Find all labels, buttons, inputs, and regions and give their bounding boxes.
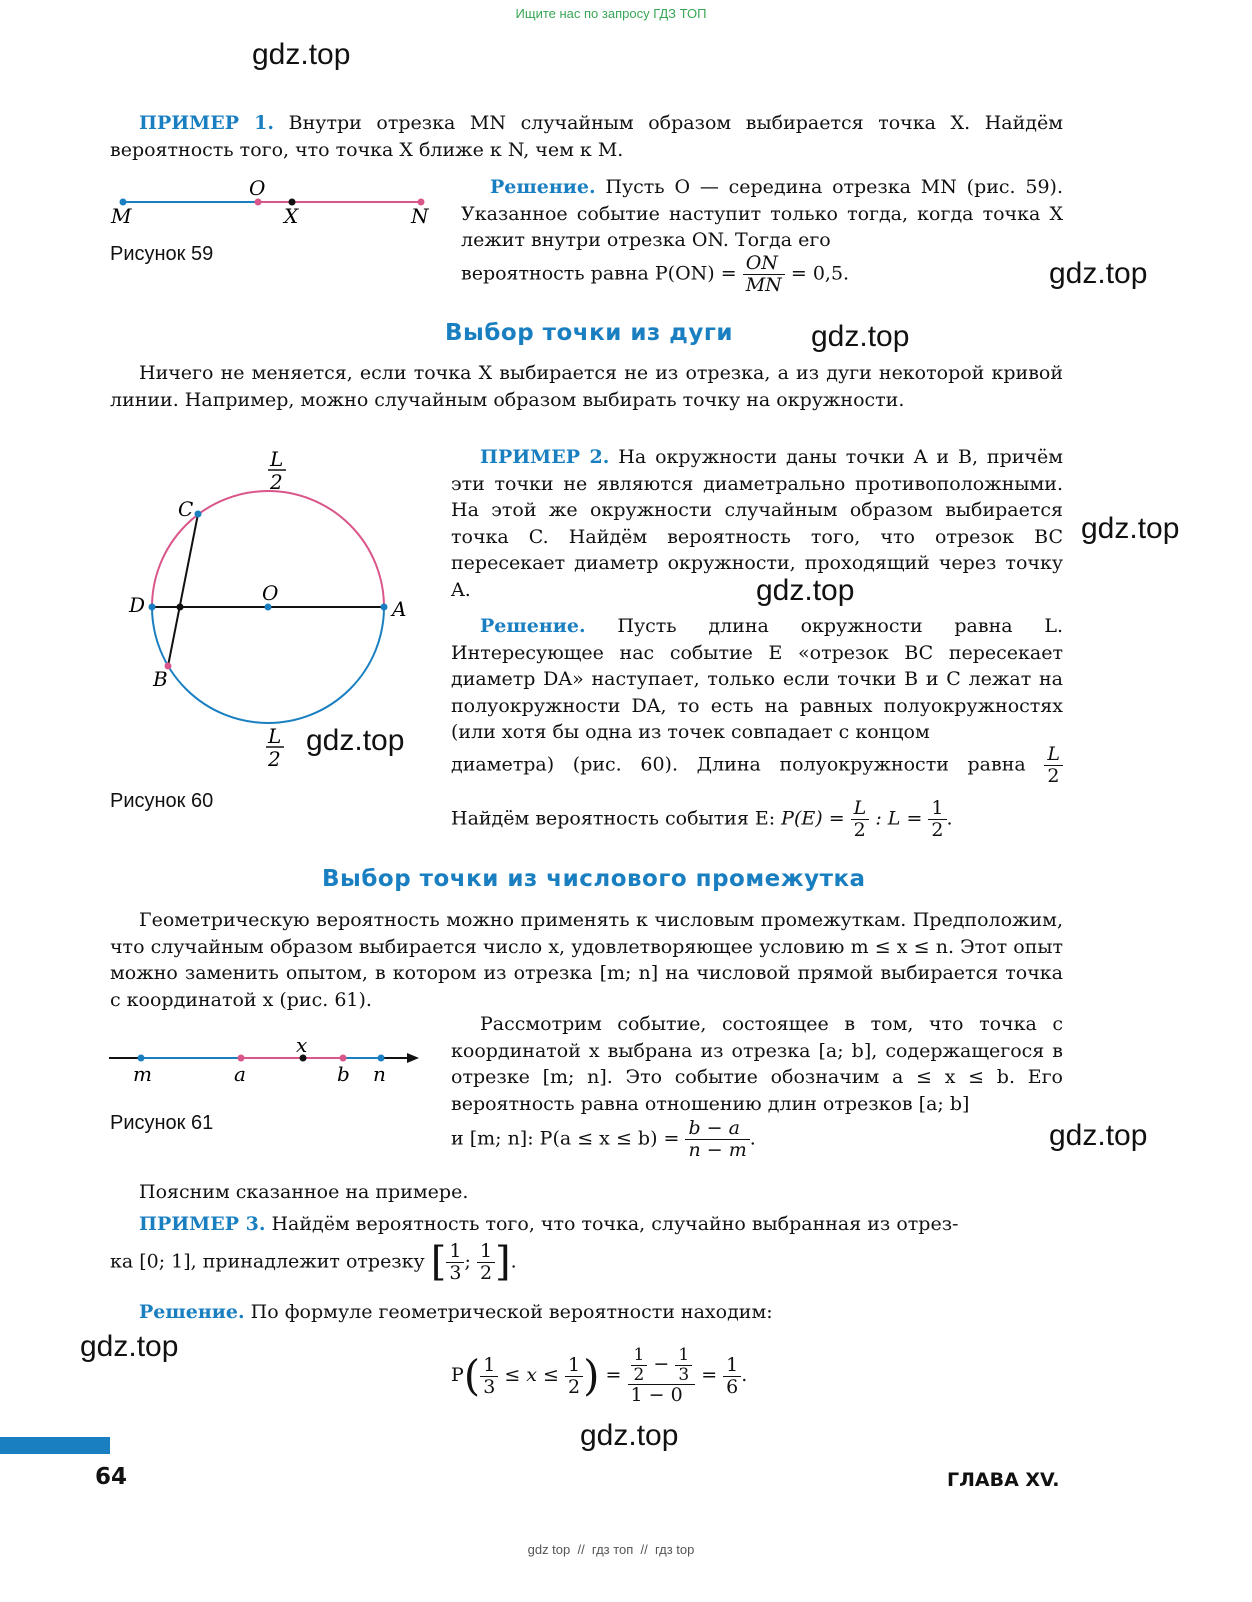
example2-final: Найдём вероятность события E: P(E) = $\frac{L}{2}$ : L = $\frac{1}{2}$ .	[451, 797, 953, 841]
example2-solution	[451, 613, 1063, 746]
frac-den: 2	[853, 818, 866, 841]
label-bottom-l: L	[268, 724, 282, 748]
footer-links[interactable]: gdz top // гдз топ // гдз top	[527, 1542, 695, 1557]
example3-text: Найдём вероятность того, что точка, случайно выбранная из отрез-	[271, 1213, 959, 1235]
label-o: O	[249, 176, 266, 200]
label-a: A	[392, 597, 407, 621]
example2-text: На окружности даны точки A и B, причём эти точки не являются диаметрально противоположными. На этой же окружности случайным образом выбирается точка C. Найдём вероятность того, что отрезок BC пересекает диаметр окружности, проходящий через точку A.	[451, 446, 1064, 601]
watermark: gdz.top	[756, 574, 855, 607]
label-o: O	[262, 581, 279, 605]
label-top-2: 2	[270, 470, 283, 494]
figure59-caption: Рисунок 59	[110, 243, 214, 265]
point-a	[381, 604, 388, 611]
watermark: gdz.top	[1081, 512, 1180, 545]
frac-den: 6	[726, 1375, 739, 1398]
solution-label: Решение.	[480, 615, 586, 637]
point-n	[378, 1055, 385, 1062]
label-b: b	[337, 1062, 350, 1086]
page-accent-bar	[0, 1437, 110, 1454]
watermark: gdz.top	[1049, 257, 1148, 290]
section-interval-formula: и [m; n]: P(a ≤ x ≤ b) = $\frac{b - a}{n - m}$ .	[451, 1117, 756, 1161]
example3-line2: ка [0; 1], принадлежит отрезку [ $\frac{1}{3}$ ; $\frac{1}{2}$ ].	[110, 1239, 517, 1286]
example1-text: Внутри отрезка MN случайным образом выбирается точка X. Найдём вероятность того, что точка X ближе к N, чем к M.	[110, 112, 1064, 161]
figure61-caption: Рисунок 61	[110, 1112, 214, 1134]
frac-num: b − a	[685, 1118, 749, 1140]
label-m: M	[111, 204, 132, 228]
section-title-interval: Выбор точки из числового промежутка	[322, 866, 866, 892]
example2-paragraph	[451, 444, 1063, 603]
example3-formula: P( $\frac{1}{3}$ ≤ x ≤ $\frac{1}{2}$ ) = $\frac{1}{2}$ − $\frac{1}{3}$ 1 − 0 = $\frac{1}{6}$ .	[451, 1345, 748, 1407]
final-lhs: P(E) =	[781, 807, 845, 830]
example3-solution	[110, 1299, 1063, 1326]
section-interval-body: Рассмотрим событие, состоящее в том, что точка с координатой x выбрана из отрезка [a; b], содержащегося в отрезке [m; n]. Это событие обозначим a ≤ x ≤ b. Его вероятность равна отношению длин отрезков [a; b]	[451, 1013, 1063, 1115]
formula-suffix: = 0,5.	[790, 262, 850, 285]
frac-den: 3	[449, 1261, 462, 1284]
page-number: 64	[95, 1464, 128, 1490]
example3-text2: ка [0; 1], принадлежит отрезку	[110, 1250, 425, 1273]
label-n: n	[373, 1062, 386, 1086]
example2-solution-tail	[451, 744, 1063, 787]
watermark: gdz.top	[252, 38, 351, 71]
fraction-on-mn	[743, 253, 785, 296]
formula-p: P	[451, 1364, 464, 1387]
point-b	[340, 1055, 347, 1062]
frac-den: 3	[483, 1375, 496, 1398]
solution-label: Решение.	[139, 1301, 245, 1323]
label-b: B	[153, 667, 168, 691]
example2-label: ПРИМЕР 2.	[480, 446, 610, 468]
frac-num: 1	[446, 1241, 464, 1263]
point-c	[195, 511, 202, 518]
watermark: gdz.top	[580, 1419, 679, 1452]
label-a: a	[234, 1062, 246, 1086]
solution-label: Решение.	[490, 176, 596, 198]
section-title-arc: Выбор точки из дуги	[445, 320, 734, 346]
label-x: X	[284, 204, 299, 228]
point-intersection	[177, 604, 184, 611]
point-d	[149, 604, 156, 611]
chapter-label: ГЛАВА XV.	[947, 1469, 1060, 1491]
frac-num: L	[1044, 744, 1063, 766]
label-n: N	[411, 204, 429, 228]
formula-x: ≤ x ≤	[504, 1364, 559, 1387]
big-fraction: $\frac{1}{2}$ − $\frac{1}{3}$ 1 − 0	[628, 1346, 696, 1406]
fraction-ba-nm	[685, 1118, 749, 1161]
watermark: gdz.top	[811, 320, 910, 353]
section-arc-intro: Ничего не меняется, если точка X выбирается не из отрезка, а из дуги некоторой кривой линии. Например, можно случайным образом выбирать точку на окружности.	[110, 362, 1063, 411]
label-bottom-2: 2	[268, 747, 281, 771]
example1-paragraph	[110, 110, 1063, 163]
frac-num: 1	[675, 1346, 692, 1366]
frac-den: n − m	[688, 1138, 747, 1161]
point-m	[138, 1055, 145, 1062]
example3-paragraph	[110, 1211, 1063, 1238]
frac-num: L	[851, 798, 870, 820]
watermark: gdz.top	[80, 1330, 179, 1363]
frac-den: 1 − 0	[630, 1384, 683, 1407]
frac-num: 1	[723, 1355, 741, 1377]
arrow-icon	[407, 1053, 419, 1063]
watermark: gdz.top	[306, 724, 405, 757]
frac-num: 1	[928, 798, 946, 820]
frac-num: 1	[480, 1355, 498, 1377]
label-d: D	[129, 593, 146, 617]
fraction-l-2	[1044, 744, 1063, 787]
figure-60	[120, 448, 440, 778]
frac-den: 2	[568, 1375, 581, 1398]
fraction-l-2	[851, 798, 870, 841]
final-mid: : L =	[875, 807, 923, 830]
label-m: m	[133, 1062, 152, 1086]
final-prefix: Найдём вероятность события E:	[451, 807, 776, 830]
figure60-caption: Рисунок 60	[110, 790, 214, 812]
figure-59	[105, 175, 435, 235]
search-hint: Ищите нас по запросу ГДЗ ТОП	[515, 6, 707, 21]
fraction-1-2	[928, 798, 946, 841]
solution-text: По формуле геометрической вероятности находим:	[250, 1301, 773, 1323]
section-interval-explain: Поясним сказанное на примере.	[139, 1181, 469, 1203]
example1-formula	[461, 253, 1063, 296]
solution-text: Пусть длина окружности равна L. Интересующее нас событие E «отрезок BC пересекает диаметр DA» наступает, только если точки B и C лежат на полуокружности DA, то есть на равных полуокружностях (или хотя бы одна из точек совпадает с концом	[451, 615, 1064, 743]
example1-label: ПРИМЕР 1.	[139, 112, 275, 134]
label-c: C	[178, 497, 194, 521]
frac-num: 1	[477, 1241, 495, 1263]
example1-solution	[461, 174, 1063, 254]
frac-den: 3	[678, 1364, 690, 1385]
frac-den: 2	[479, 1261, 493, 1284]
section-interval-intro: Геометрическую вероятность можно применять к числовым промежуткам. Предположим, что случайным образом выбирается число x, удовлетворяющее условию m ≤ x ≤ n. Этот опыт можно заменить опытом, в котором из отрезка [m; n] на числовой прямой выбирается точка с координатой x (рис. 61).	[110, 909, 1063, 1011]
frac-den: 2	[633, 1364, 645, 1385]
example3-label: ПРИМЕР 3.	[139, 1213, 266, 1235]
frac-den: MN	[745, 273, 782, 296]
frac-num: 1	[631, 1346, 648, 1366]
frac-den: 2	[931, 818, 944, 841]
label-x: x	[296, 1033, 308, 1057]
formula-prefix: и [m; n]: P(a ≤ x ≤ b) =	[451, 1127, 680, 1150]
point-a	[238, 1055, 245, 1062]
label-top-l: L	[270, 448, 284, 471]
frac-num: ON	[743, 253, 785, 275]
figure-61	[105, 1033, 425, 1088]
frac-den: 2	[1047, 764, 1060, 787]
formula-prefix: вероятность равна P(ON) =	[461, 262, 737, 285]
solution-tail-text: диаметра) (рис. 60). Длина полуокружности равна	[451, 753, 1026, 776]
frac-num: 1	[565, 1355, 583, 1377]
watermark: gdz.top	[1049, 1119, 1148, 1152]
solution-text: Пусть O — середина отрезка MN (рис. 59). Указанное событие наступит только тогда, когда точка X лежит внутри отрезка ON. Тогда его	[461, 176, 1064, 251]
